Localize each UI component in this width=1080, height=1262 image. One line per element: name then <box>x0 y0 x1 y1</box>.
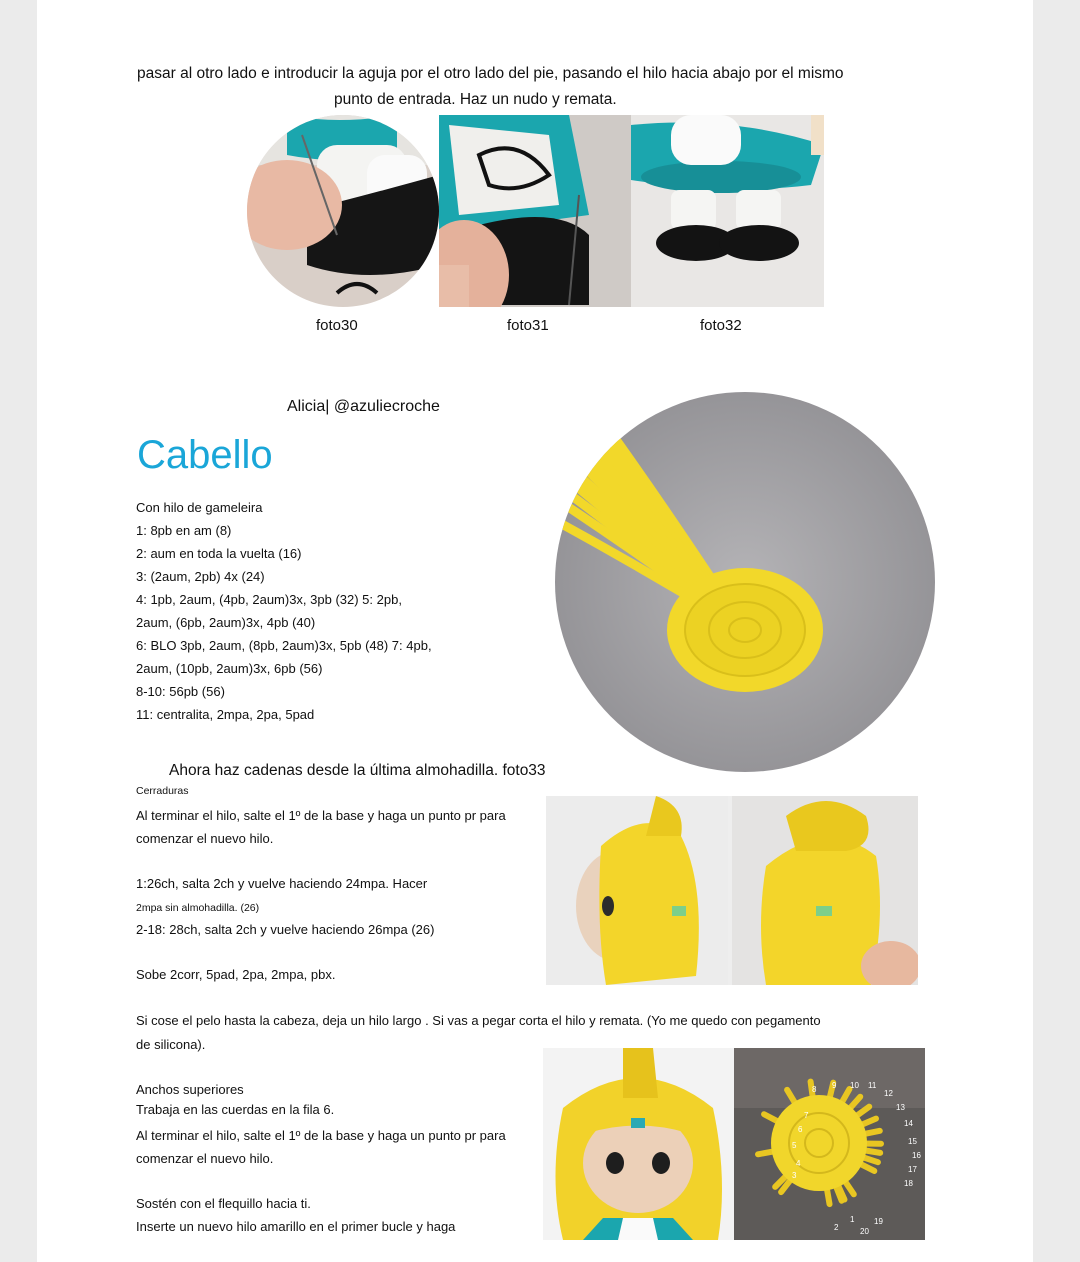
small-number-label: 9 <box>832 1081 837 1090</box>
anchos-line-5: Inserte un nuevo hilo amarillo en el primer bucle y haga <box>136 1219 456 1234</box>
pattern-line: 11: centralita, 2mpa, 2pa, 5pad <box>136 707 315 722</box>
small-number-label: 7 <box>804 1111 809 1120</box>
pattern-line: 6: BLO 3pb, 2aum, (8pb, 2aum)3x, 5pb (48) 7: 4pb, <box>136 638 432 653</box>
pattern-line: 3: (2aum, 2pb) 4x (24) <box>136 569 265 584</box>
small-number-label: 8 <box>812 1085 817 1094</box>
small-number-label: 19 <box>874 1217 883 1226</box>
foto30-caption: foto30 <box>316 317 358 334</box>
silicone-line-2: de silicona). <box>136 1037 206 1052</box>
small-number-label: 10 <box>850 1081 859 1090</box>
intro-line-2: punto de entrada. Haz un nudo y remata. <box>334 91 617 108</box>
section-title: Cabello <box>137 433 273 477</box>
pattern-line: 2aum, (6pb, 2aum)3x, 4pb (40) <box>136 615 316 630</box>
small-number-label: 13 <box>896 1103 905 1112</box>
small-number-label: 17 <box>908 1165 917 1174</box>
document-page <box>37 0 1033 1262</box>
cerraduras-p1b: comenzar el nuevo hilo. <box>136 831 274 846</box>
pattern-line: Con hilo de gameleira <box>136 500 263 515</box>
foto30-image <box>247 115 439 307</box>
hair-small-diagram-image <box>734 1048 925 1240</box>
foto33-image <box>546 796 918 985</box>
pattern-line: 4: 1pb, 2aum, (4pb, 2aum)3x, 3pb (32) 5: 2pb, <box>136 592 402 607</box>
small-number-label: 6 <box>798 1125 803 1134</box>
doll-front-image <box>543 1048 734 1240</box>
pattern-line: 8-10: 56pb (56) <box>136 684 225 699</box>
pattern-line: 2aum, (10pb, 2aum)3x, 6pb (56) <box>136 661 323 676</box>
cerraduras-p2a: 1:26ch, salta 2ch y vuelve haciendo 24mpa. Hacer <box>136 876 428 891</box>
intro-line-1: pasar al otro lado e introducir la aguja por el otro lado del pie, pasando el hilo hacia abajo por el mismo <box>137 65 844 82</box>
small-number-label: 11 <box>868 1081 877 1090</box>
pattern-list <box>136 496 432 726</box>
cerraduras-title: Cerraduras <box>136 785 189 797</box>
pattern-line: 2: aum en toda la vuelta (16) <box>136 546 302 561</box>
small-number-label: 5 <box>792 1141 797 1150</box>
foto31-caption: foto31 <box>507 317 549 334</box>
anchos-line-1: Trabaja en las cuerdas en la fila 6. <box>136 1102 335 1117</box>
small-number-label: 14 <box>904 1119 913 1128</box>
anchos-line-3: comenzar el nuevo hilo. <box>136 1151 274 1166</box>
foto31-image <box>439 115 631 307</box>
small-number-label: 2 <box>834 1223 839 1232</box>
small-number-label: 16 <box>912 1151 921 1160</box>
anchos-title: Anchos superiores <box>136 1082 244 1097</box>
small-number-label: 20 <box>860 1227 869 1236</box>
small-number-label: 18 <box>904 1179 913 1188</box>
anchos-line-2: Al terminar el hilo, salte el 1º de la base y haga un punto pr para <box>136 1128 506 1143</box>
author-credit: Alicia| @azuliecroche <box>287 398 440 415</box>
chains-heading: Ahora haz cadenas desde la última almohadilla. foto33 <box>169 762 546 779</box>
small-number-label: 15 <box>908 1137 917 1146</box>
anchos-line-4: Sostén con el flequillo hacia ti. <box>136 1196 311 1211</box>
cerraduras-p1a: Al terminar el hilo, salte el 1º de la base y haga un punto pr para <box>136 808 506 823</box>
pattern-line: 1: 8pb en am (8) <box>136 523 232 538</box>
foto32-image <box>631 115 824 307</box>
cerraduras-p2b: 2mpa sin almohadilla. (26) <box>136 902 260 914</box>
small-number-label: 12 <box>884 1089 893 1098</box>
silicone-line-1: Si cose el pelo hasta la cabeza, deja un hilo largo . Si vas a pegar corta el hilo y remata. (Yo me quedo con pegamento <box>136 1013 821 1028</box>
small-number-label: 4 <box>796 1159 801 1168</box>
small-number-label: 3 <box>792 1171 797 1180</box>
cerraduras-p3: Sobe 2corr, 5pad, 2pa, 2mpa, pbx. <box>136 967 336 982</box>
small-number-label: 1 <box>850 1215 855 1224</box>
hair-diagram-image <box>555 392 935 772</box>
cerraduras-p2c: 2-18: 28ch, salta 2ch y vuelve haciendo 26mpa (26) <box>136 922 435 937</box>
foto32-caption: foto32 <box>700 317 742 334</box>
